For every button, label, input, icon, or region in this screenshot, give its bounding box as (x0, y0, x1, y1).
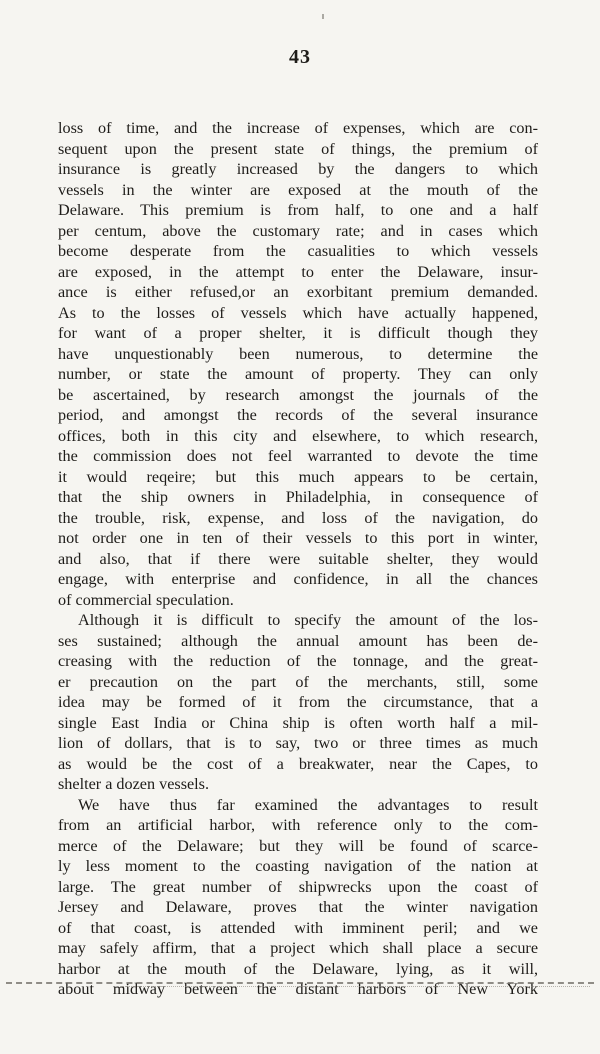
text-line: creasing with the reduction of the tonnage, and the great- (58, 652, 538, 670)
text-line: as would be the cost of a breakwater, near the Capes, to (58, 754, 538, 773)
text-line: idea may be formed of it from the circumstance, that a (58, 693, 538, 711)
text-line: of that coast, is attended with imminent peril; and we (58, 918, 538, 937)
text-line: the commission does not feel warranted to devote the time (58, 447, 538, 465)
text-line: have unquestionably been numerous, to determine the (58, 344, 538, 363)
text-line: offices, both in this city and elsewhere, to which research, (58, 426, 538, 445)
text-line: for want of a proper shelter, it is difficult though they (58, 324, 538, 342)
text-line: be ascertained, by research amongst the journals of the (58, 385, 538, 404)
text-line: it would reqeire; but this much appears to be certain, (58, 467, 538, 486)
text-line: loss of time, and the increase of expenses, which are con- (58, 119, 538, 137)
text-line: sequent upon the present state of things, the premium of (58, 139, 538, 158)
text-line: are exposed, in the attempt to enter the Delaware, insur- (58, 262, 538, 281)
text-line: per centum, above the customary rate; and in cases which (58, 221, 538, 240)
text-line: the trouble, risk, expense, and loss of the navigation, do (58, 508, 538, 527)
text-line: not order one in ten of their vessels to this port in winter, (58, 529, 538, 547)
print-speck (322, 14, 324, 19)
text-line: engage, with enterprise and confidence, in all the chances (58, 570, 538, 588)
text-line: lion of dollars, that is to say, two or three times as much (58, 734, 538, 752)
text-line: become desperate from the casualities to which vessels (58, 242, 538, 260)
text-line: Delaware. This premium is from half, to one and a half (58, 201, 538, 219)
text-line: single East India or China ship is often worth half a mil- (58, 713, 538, 732)
text-line: period, and amongst the records of the several insurance (58, 406, 538, 424)
text-line: and also, that if there were suitable shelter, they would (58, 549, 538, 568)
text-line: vessels in the winter are exposed at the mouth of the (58, 180, 538, 199)
text-line: harbor at the mouth of the Delaware, lying, as it will, (58, 959, 538, 978)
text-line: shelter a dozen vessels. (58, 775, 210, 793)
text-line: may safely affirm, that a project which shall place a secure (58, 939, 538, 957)
text-line: from an artificial harbor, with reference only to the com- (58, 816, 538, 834)
text-line: Although it is difficult to specify the amount of the los- (78, 611, 538, 629)
text-line: merce of the Delaware; but they will be found of scarce- (58, 836, 538, 855)
text-line: ance is either refused,or an exorbitant premium demanded. (58, 283, 538, 301)
text-line: about midway between the distant harbors of New York (58, 980, 538, 998)
text-line: large. The great number of shipwrecks upon the coast of (58, 877, 538, 896)
text-line: of commercial speculation. (58, 590, 234, 609)
bottom-rule (6, 982, 594, 984)
text-line: As to the losses of vessels which have actually happened, (58, 303, 538, 322)
text-line: ly less moment to the coasting navigation of the nation at (58, 857, 538, 875)
page-number: 43 (289, 46, 311, 68)
text-line: that the ship owners in Philadelphia, in consequence of (58, 488, 538, 506)
bottom-rule-secondary (120, 986, 590, 987)
text-line: We have thus far examined the advantages to result (78, 795, 538, 814)
text-line: Jersey and Delaware, proves that the winter navigation (58, 898, 538, 916)
body-text (58, 118, 538, 1000)
text-line: number, or state the amount of property. They can only (58, 365, 538, 383)
text-line: er precaution on the part of the merchants, still, some (58, 672, 538, 691)
text-line: insurance is greatly increased by the dangers to which (58, 160, 538, 178)
text-line: ses sustained; although the annual amount has been de- (58, 631, 538, 650)
